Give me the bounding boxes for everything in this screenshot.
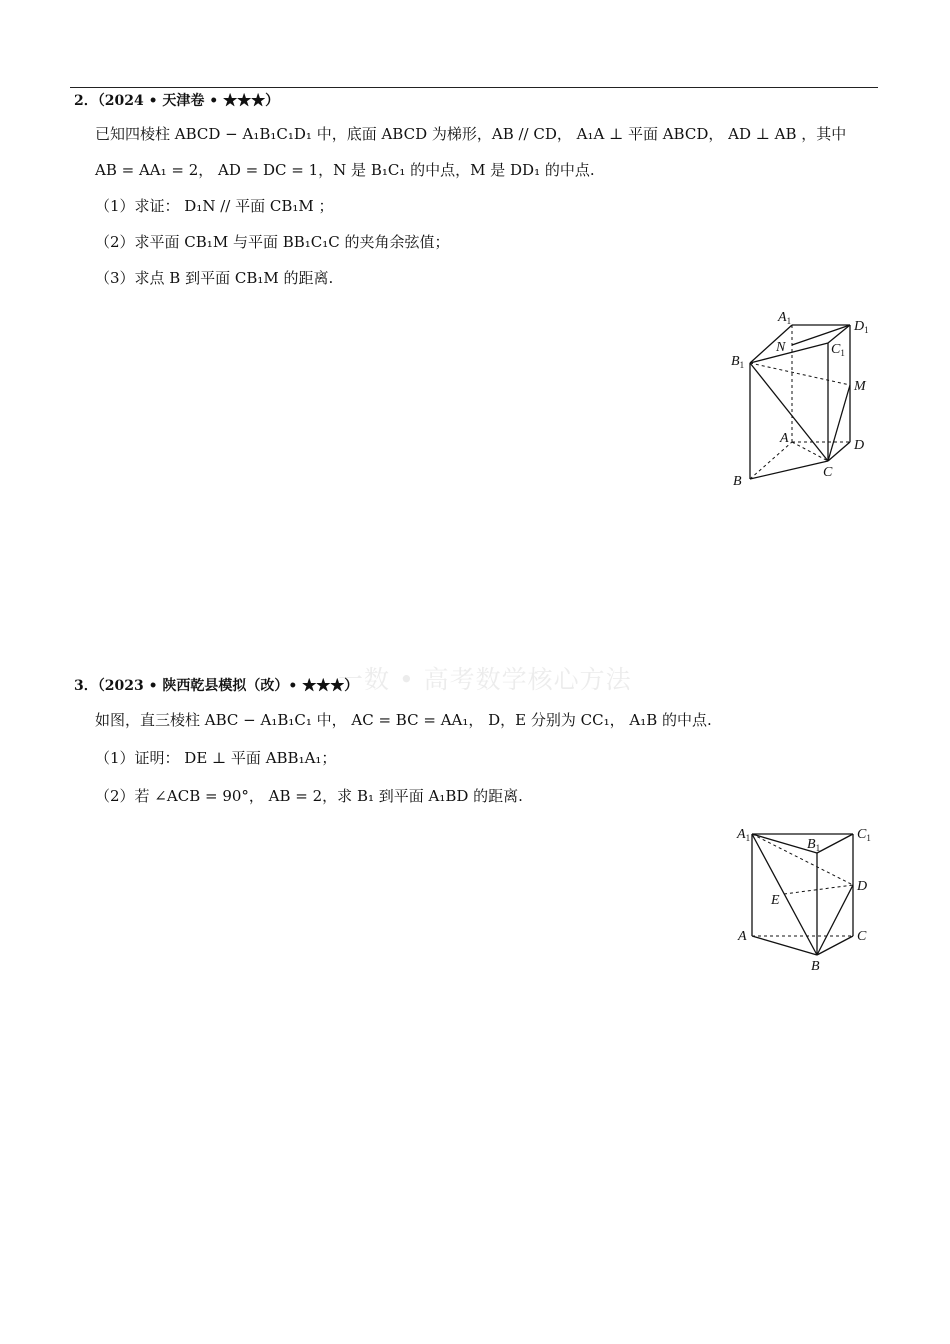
label-A1: $A_1$ [737, 827, 751, 843]
label-D1: $D_1$ [854, 319, 869, 335]
label-C1: $C_1$ [831, 342, 845, 358]
problem-2-stem-line2: AB = AA₁ = 2， AD = DC = 1，N 是 B₁C₁ 的中点，M 是 DD₁ 的中点. [95, 161, 595, 179]
problem-2-question-1: （1）求证： D₁N // 平面 CB₁M ； [95, 197, 334, 215]
problem-2-prism-figure [720, 305, 890, 495]
problem-3-question-1: （1）证明： DE ⊥ 平面 ABB₁A₁； [95, 749, 337, 767]
label-B: B [733, 474, 742, 489]
label-B1: $B_1$ [731, 354, 745, 370]
problem-2-stem-line1: 已知四棱柱 ABCD − A₁B₁C₁D₁ 中，底面 ABCD 为梯形，AB // CD， A₁A ⊥ 平面 ABCD， AD ⊥ AB ，其中 [95, 125, 847, 143]
label-B: B [811, 959, 820, 974]
problem-2-question-2: （2）求平面 CB₁M 与平面 BB₁C₁C 的夹角余弦值； [95, 233, 450, 251]
problem-2-header: 2．（2024 • 天津卷 • ★★★） [74, 93, 280, 109]
label-C: C [823, 465, 833, 480]
label-E: E [771, 893, 780, 908]
problem-2-question-3: （3）求点 B 到平面 CB₁M 的距离. [95, 269, 334, 287]
label-D: D [857, 879, 868, 894]
problem-3-prism-figure [725, 820, 885, 980]
problem-3-stem-line1: 如图，直三棱柱 ABC − A₁B₁C₁ 中， AC = BC = AA₁， D，E 分别为 CC₁， A₁B 的中点. [95, 711, 712, 729]
watermark: 一数 • 高考数学核心方法 [338, 665, 632, 694]
label-A: A [738, 929, 747, 944]
problem-3-question-2: （2）若 ∠ACB = 90°， AB = 2，求 B₁ 到平面 A₁BD 的距离. [95, 787, 523, 805]
problem-3-header: 3．（2023 • 陕西乾县模拟（改）• ★★★） [74, 678, 359, 694]
label-A: A [780, 431, 789, 446]
label-D: D [854, 438, 865, 453]
label-B1: $B_1$ [807, 837, 821, 853]
label-M: M [854, 379, 866, 394]
label-C1: $C_1$ [857, 827, 871, 843]
label-N: N [776, 340, 786, 355]
label-A1: $A_1$ [778, 310, 792, 326]
top-rule [70, 87, 878, 88]
label-C: C [857, 929, 867, 944]
